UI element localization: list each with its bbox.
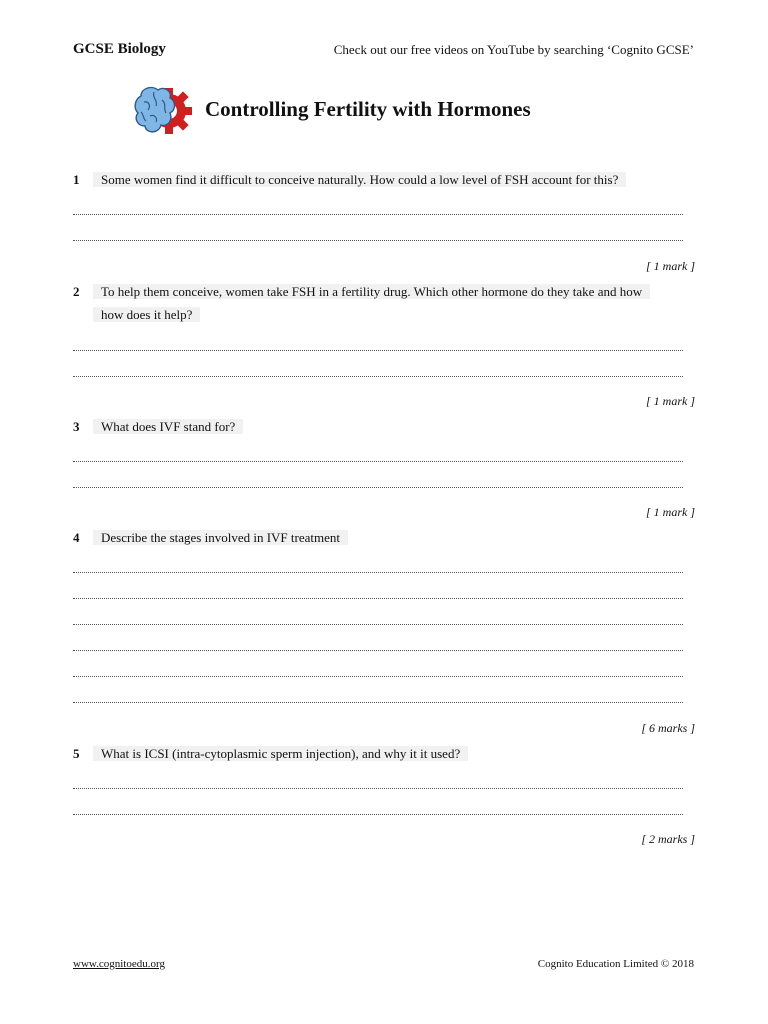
brain-gear-icon	[132, 82, 194, 140]
answer-line[interactable]	[73, 214, 683, 215]
question-number: 1	[73, 172, 80, 187]
answer-line[interactable]	[73, 788, 683, 789]
question-number: 5	[73, 746, 80, 761]
question-text: Describe the stages involved in IVF treatment	[93, 526, 348, 549]
answer-line[interactable]	[73, 624, 683, 625]
answer-line[interactable]	[73, 702, 683, 703]
header-promo: Check out our free videos on YouTube by searching ‘Cognito GCSE’	[333, 42, 694, 57]
marks-label: [ 1 mark ]	[645, 505, 695, 519]
answer-line[interactable]	[73, 814, 683, 815]
footer-website-link[interactable]: www.cognitoedu.org	[73, 958, 165, 970]
answer-line[interactable]	[73, 240, 683, 241]
question-text: To help them conceive, women take FSH in a fertility drug. Which other hormone do they take and how how does it help?	[93, 280, 650, 326]
marks-label: [ 1 mark ]	[645, 394, 695, 408]
answer-line[interactable]	[73, 487, 683, 488]
question-number: 3	[73, 419, 80, 434]
question-number: 4	[73, 530, 80, 545]
header-subject: GCSE Biology	[73, 41, 166, 57]
answer-line[interactable]	[73, 598, 683, 599]
footer-copyright: Cognito Education Limited © 2018	[537, 958, 694, 970]
question-text: What is ICSI (intra-cytoplasmic sperm injection), and why it it used?	[93, 742, 468, 765]
answer-line[interactable]	[73, 650, 683, 651]
answer-line[interactable]	[73, 572, 683, 573]
question-text: What does IVF stand for?	[93, 415, 243, 438]
answer-line[interactable]	[73, 676, 683, 677]
answer-line[interactable]	[73, 350, 683, 351]
marks-label: [ 6 marks ]	[641, 721, 695, 735]
marks-label: [ 1 mark ]	[645, 259, 695, 273]
page-title: Controlling Fertility with Hormones	[205, 97, 531, 121]
question-number: 2	[73, 284, 80, 299]
marks-label: [ 2 marks ]	[641, 832, 695, 846]
question-text: Some women find it difficult to conceive naturally. How could a low level of FSH account for this?	[93, 168, 626, 191]
answer-line[interactable]	[73, 461, 683, 462]
answer-line[interactable]	[73, 376, 683, 377]
